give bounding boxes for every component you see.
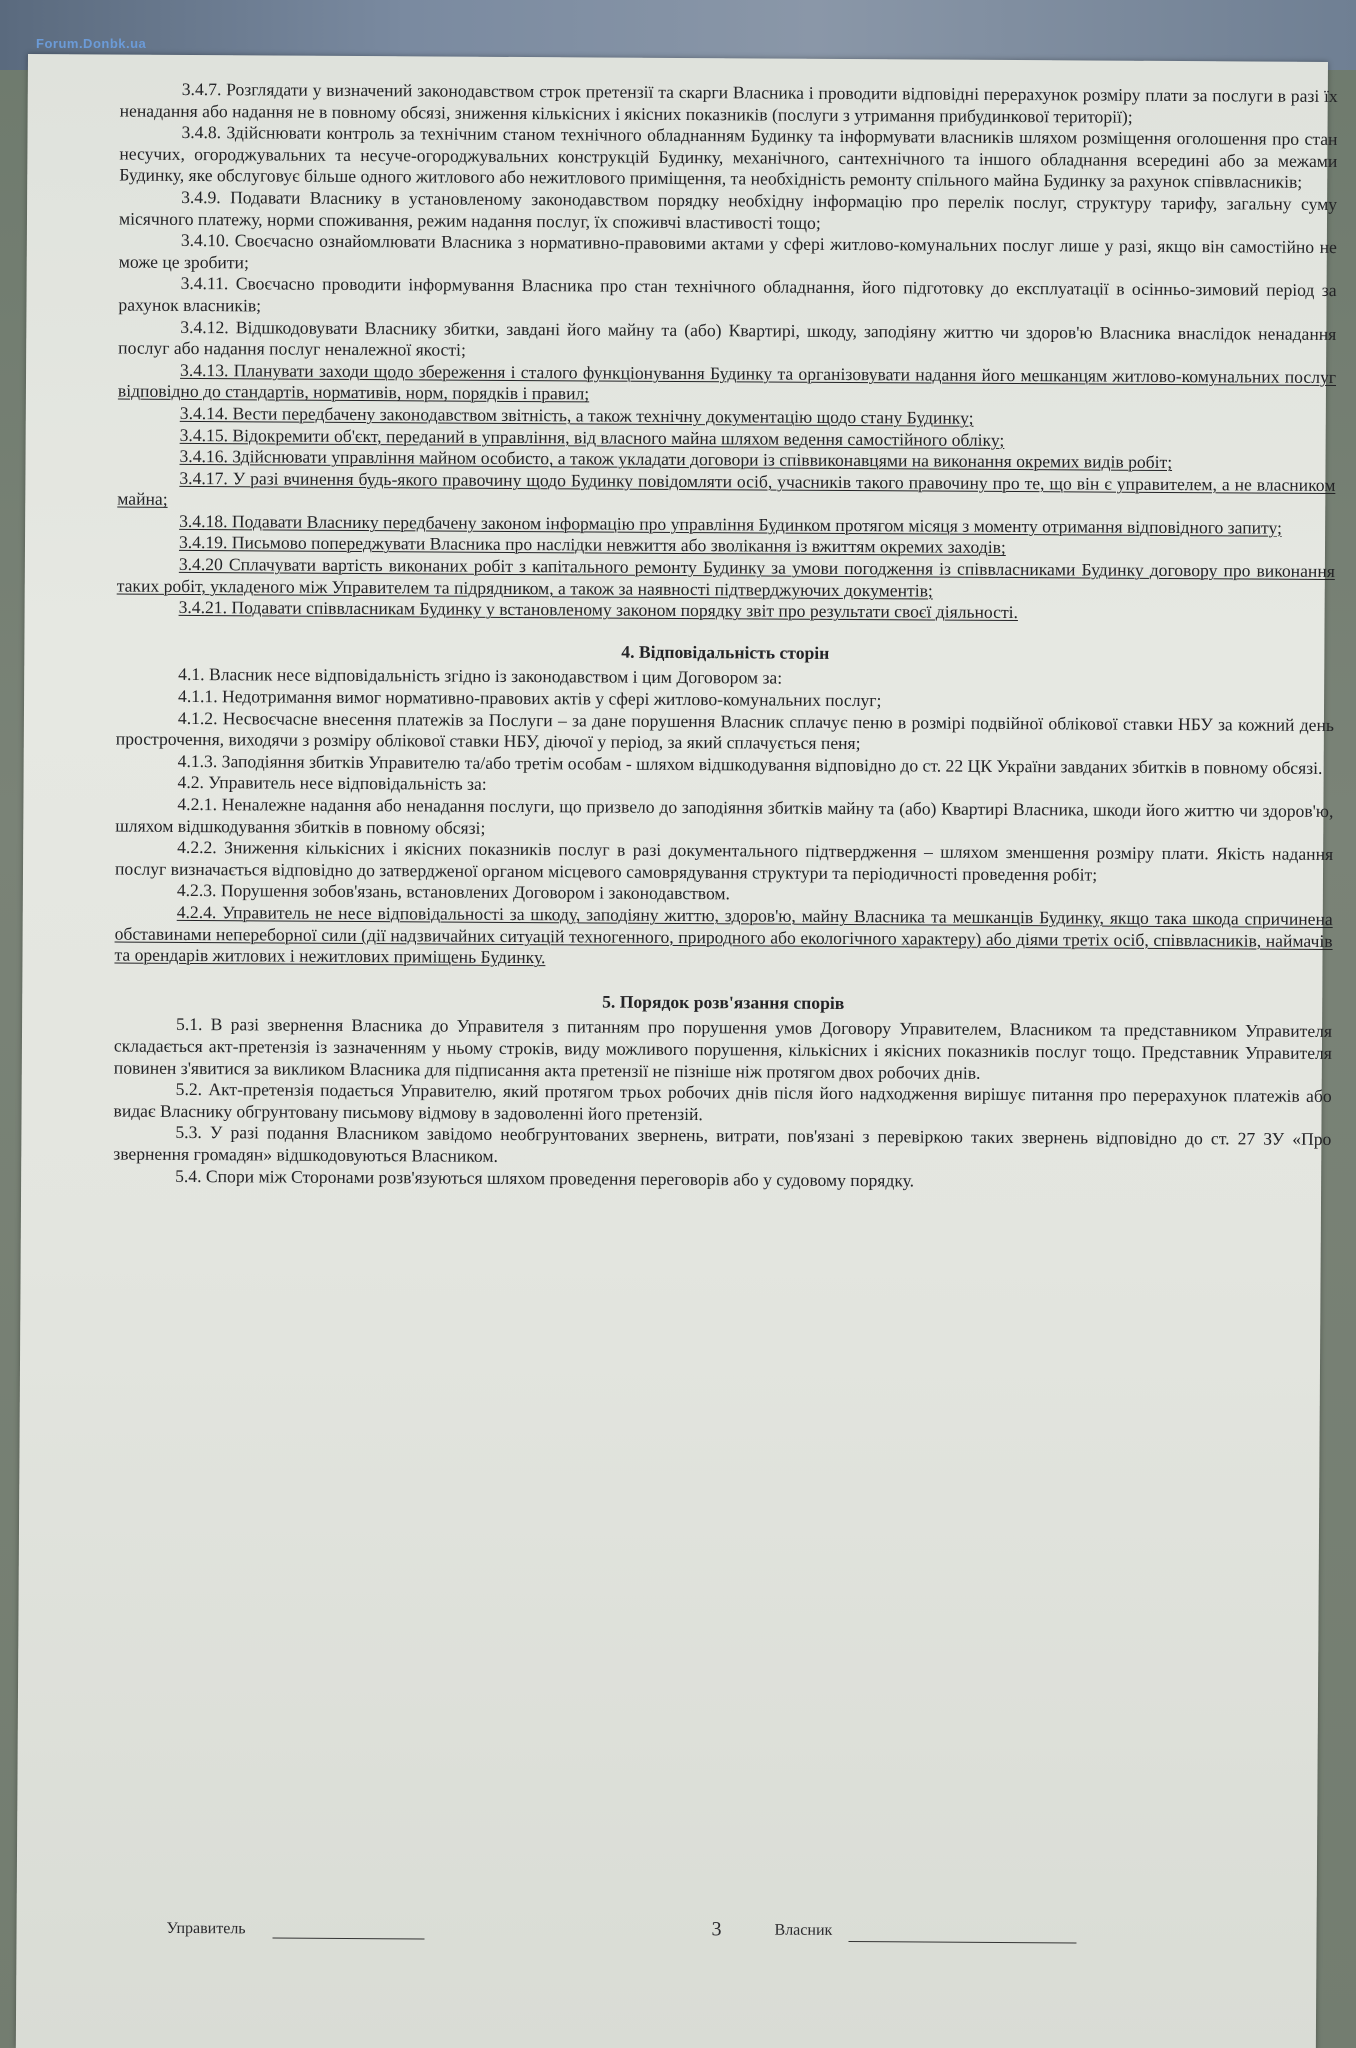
- manager-signature-label: Управитель: [166, 1919, 246, 1938]
- clause-paragraph: 3.4.15. Відокремити об'єкт, переданий в управління, від власного майна шляхом ведення самостійного обліку;: [179, 424, 1005, 450]
- page-number: 3: [711, 1918, 722, 1941]
- clause-paragraph: 3.4.14. Вести передбачену законодавством звітність, а також технічну документацію щодо стану Будинку;: [179, 402, 974, 428]
- clause-paragraph: 4.2.4. Управитель не несе відповідальності за шкоду, заподіяну життю, здоров'ю, майну Власника та мешканців Будинку, якщо така шкода спричинена обставинами непереборної сили (дії надзвичайних ситуацій техногенного, природного або екологічного характеру) або діями третіх осіб, співвласників, наймачів та орендарів житлових і нежитлових приміщень Будинку.: [114, 901, 1333, 968]
- document-page: [16, 54, 1338, 2048]
- clause-paragraph: 3.4.20 Сплачувати вартість виконаних робіт з капітального ремонту Будинку за умови погодження із співвласниками Будинку договору про виконання таких робіт, укладеного між Управителем та підрядником, а також за наявності підтверджуючих документів;: [116, 553, 1335, 601]
- clause-paragraph: 4.2. Управитель несе відповідальність за:: [177, 772, 487, 795]
- section-5-heading: 5. Порядок розв'язання спорів: [602, 991, 845, 1013]
- clause-paragraph: 3.4.13. Планувати заходи щодо збереження і сталого функціонування Будинку та організовувати надання його мешканцям житлово-комунальних послуг відповідно до стандартів, нормативів, норм, порядків і правил;: [117, 359, 1337, 404]
- clause-paragraph: 3.4.12. Відшкодовувати Власнику збитки, завдані його майну та (або) Квартирі, шкоду, заподіяну життю чи здоров'ю Власника внаслідок ненадання послуг або надання послуг неналежної якості;: [118, 316, 1337, 360]
- clause-paragraph: 4.1.1. Недотримання вимог нормативно-правових актів у сфері житлово-комунальних послуг;: [178, 685, 882, 711]
- section-3-clauses: [117, 79, 1338, 626]
- clause-paragraph: 3.4.9. Подавати Власнику в установленому законодавством порядку необхідну інформацію про перелік послуг, структуру тарифу, загальну суму місячного платежу, норми споживання, режим надання послуг, їх споживчі властивості тощо;: [118, 186, 1338, 233]
- clause-paragraph: 5.1. В разі звернення Власника до Управителя з питанням про порушення умов Договору Управителем, Власником та представником Управителя складається акт-претензія із зазначенням у ньому строків, виду можливого порушення, кількісних і якісних показників послуг тощо. Представник Управителя повинен з'явитися за викликом Власника для підписання акта претензії не пізніше ніж протягом двох робочих днів.: [113, 1014, 1333, 1083]
- section-5-clauses: [113, 1014, 1332, 1194]
- clause-paragraph: 5.2. Акт-претензія подається Управителю, який протягом трьох робочих днів після його надходження вирішує питання про перерахунок платежів або видає Власнику обгрунтовану письмову відмову в задоволенні його претензій.: [113, 1079, 1332, 1124]
- clause-paragraph: 3.4.21. Подавати співвласникам Будинку у встановленому законом порядку звіт про результати своєї діяльності.: [178, 597, 1019, 623]
- owner-signature-label: Власник: [774, 1921, 833, 1939]
- clause-paragraph: 4.1. Власник несе відповідальність згідно із законодавством і цим Договором за:: [178, 664, 783, 689]
- clause-paragraph: 3.4.19. Письмово попереджувати Власника про наслідки невжиття або зволікання із вжиттям окремих заходів;: [178, 532, 1006, 558]
- clause-paragraph: 3.4.8. Здійснювати контроль за технічним станом технічного обладнанням Будинку та інформувати власників шляхом розміщення оголошення про стан несучих, огороджувальних та несуче-огороджувальних конструкцій Будинку, механічного, сантехнічного та іншого обладнання всередині або за межами Будинку, яке обслуговує більше одного житлового або нежитлового приміщення, та необхідність ремонту спільного майна Будинку за рахунок співвласників;: [119, 122, 1338, 193]
- clause-paragraph: 4.2.2. Зниження кількісних і якісних показників послуг в разі документального підтвердження – шляхом зменшення розміру плати. Якість надання послуг визначається відповідно до затвердженої органом місцевого самоврядування структури та періодичності проведення робіт;: [114, 837, 1334, 885]
- site-watermark: Forum.Donbk.ua: [36, 36, 147, 51]
- clause-paragraph: 3.4.11. Своєчасно проводити інформування Власника про стан технічного обладнання, його підготовку до експлуатації в осінньо-зимовий період за рахунок власників;: [118, 273, 1337, 316]
- clause-paragraph: 3.4.18. Подавати Власнику передбачену законом інформацію про управління Будинком протягом місяця з моменту отримання відповідного запиту;: [179, 510, 1283, 538]
- clause-paragraph: 3.4.10. Своєчасно ознайомлювати Власника з нормативно-правовими актами у сфері житлово-комунальних послуг лише у разі, якщо він самостійно не може це зробити;: [118, 230, 1337, 273]
- clause-paragraph: 4.2.3. Порушення зобов'язань, встановлених Договором і законодавством.: [176, 880, 731, 904]
- owner-signature-line: [848, 1941, 1076, 1943]
- clause-paragraph: 3.4.16. Здійснювати управління майном особисто, а також укладати договори із співвиконавцями на виконання окремих видів робіт;: [179, 446, 1173, 473]
- clause-paragraph: 3.4.17. У разі вчинення будь-якого правочину щодо Будинку повідомляти осіб, учасників такого правочину про те, що він є управителем, а не власником майна;: [117, 467, 1336, 510]
- clause-paragraph: 3.4.7. Розглядати у визначений законодавством строк претензії та скарги Власника і проводити відповідні перерахунок розміру плати за послуги в разі їх ненадання або надання не в повному обсязі, зниження кількісних і якісних показників (послуги з утримання прибудинкової території);: [119, 78, 1338, 127]
- clause-paragraph: 4.2.1. Неналежне надання або ненадання послуги, що призвело до заподіяння збитків майну та (або) Квартирі Власника, шкоди його життю чи здоров'ю, шляхом відшкодування збитків в повному обсязі;: [115, 793, 1334, 838]
- manager-signature-line: [272, 1938, 424, 1940]
- section-4-heading: 4. Відповідальність сторін: [621, 641, 830, 663]
- clause-paragraph: 4.1.3. Заподіяння збитків Управителю та/або третім особам - шляхом відшкодування відповідно до ст. 22 ЦК України завданих збитків в повному обсязі.: [177, 750, 1323, 778]
- document-body: [113, 79, 1338, 1195]
- section-4-clauses: [114, 664, 1334, 974]
- clause-paragraph: 4.1.2. Несвоєчасне внесення платежів за Послуги – за дане порушення Власник сплачує пеню в розмірі подвійної облікової ставки НБУ за кожний день прострочення, виходячи з розміру облікової ставки НБУ, діючої у період, за який сплачується пеня;: [115, 707, 1334, 754]
- clause-paragraph: 5.3. У разі подання Власником завідомо необгрунтованих звернень, витрати, пов'язані з перевіркою таких звернень відповідно до ст. 27 ЗУ «Про звернення громадян» відшкодовуються Власником.: [113, 1122, 1332, 1166]
- clause-paragraph: 5.4. Спори між Сторонами розв'язуються шляхом проведення переговорів або у судовому порядку.: [175, 1165, 915, 1190]
- signature-footer: [16, 1914, 1316, 1982]
